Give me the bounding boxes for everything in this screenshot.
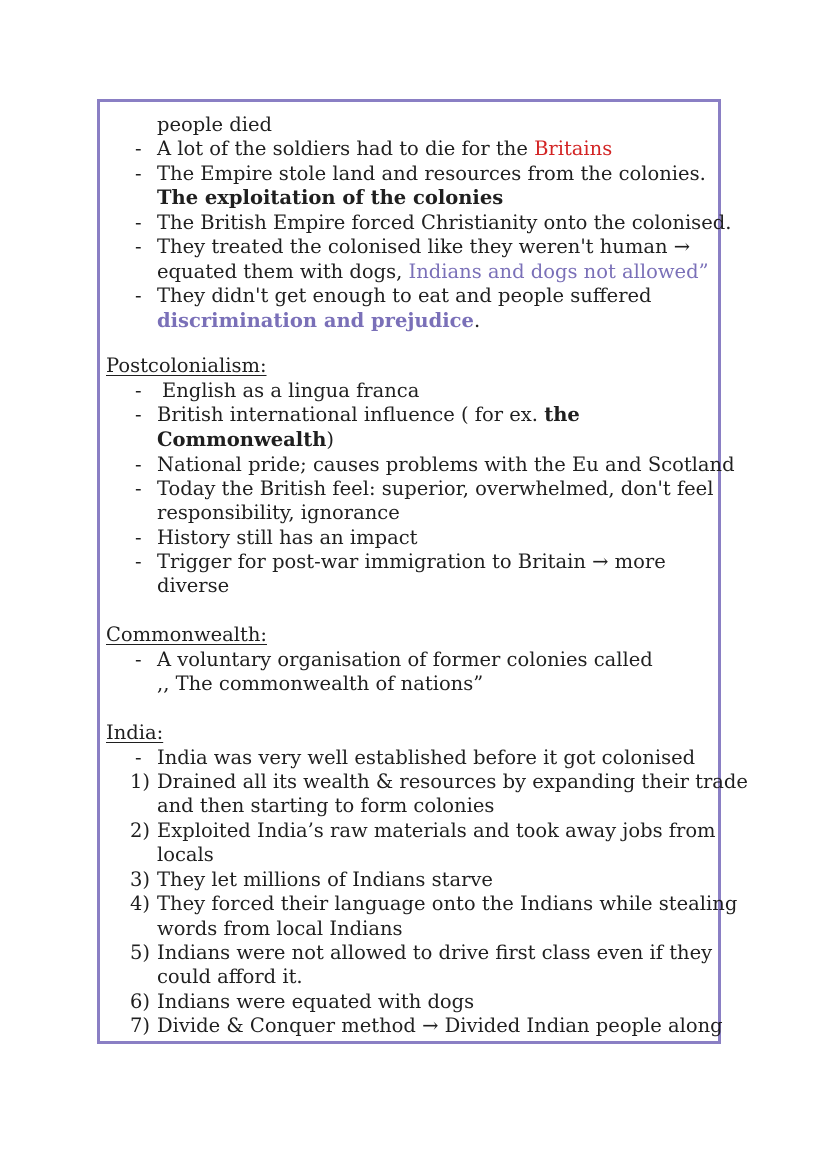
dash-bullet: - [135, 403, 142, 426]
dash-bullet: - [135, 235, 142, 258]
section-heading: Commonwealth: [106, 623, 267, 646]
list-text: words from local Indians [157, 917, 403, 940]
bullet-text: They treated the colonised like they weren't human → [157, 235, 691, 258]
bullet-text: A voluntary organisation of former colonies called [157, 648, 653, 671]
bullet-text: diverse [157, 574, 230, 597]
list-number: 1) [130, 770, 151, 793]
bullet-text: The Empire stole land and resources from the colonies. [157, 162, 706, 185]
bullet-text: The British Empire forced Christianity onto the colonised. [157, 211, 732, 234]
list-number: 4) [130, 892, 151, 915]
list-text: They forced their language onto the Indians while stealing [157, 892, 738, 915]
bullet-text: Commonwealth) [157, 428, 335, 451]
bullet-text: National pride; causes problems with the Eu and Scotland [157, 453, 735, 476]
list-number: 3) [130, 868, 151, 891]
bold-text: The exploitation of the colonies [157, 186, 504, 209]
bullet-text: Today the British feel: superior, overwhelmed, don't feel [157, 477, 714, 500]
dash-bullet: - [135, 379, 142, 402]
dash-bullet: - [135, 477, 142, 500]
dash-bullet: - [135, 211, 142, 234]
list-text: locals [157, 843, 214, 866]
list-number: 6) [130, 990, 151, 1013]
dash-bullet: - [135, 648, 142, 671]
notes-frame [97, 99, 748, 1044]
bullet-text: ,, The commonwealth of nations” [157, 672, 484, 695]
section-heading: India: [106, 721, 164, 744]
highlight-purple: Indians and dogs not allowed” [408, 260, 709, 283]
bullet-text: English as a lingua franca [162, 379, 420, 402]
bullet-text: equated them with dogs, Indians and dogs not allowed” [157, 260, 709, 283]
dash-bullet: - [135, 137, 142, 160]
bullet-text: History still has an impact [157, 526, 418, 549]
list-text: Indians were equated with dogs [157, 990, 475, 1013]
list-number: 2) [130, 819, 151, 842]
dash-bullet: - [135, 453, 142, 476]
dash-bullet: - [135, 550, 142, 573]
section-heading: Postcolonialism: [106, 354, 267, 377]
bullet-text: A lot of the soldiers had to die for the Britains [157, 137, 613, 160]
dash-bullet: - [135, 526, 142, 549]
list-number: 7) [130, 1014, 151, 1037]
bullet-text: Trigger for post-war immigration to Britain → more [157, 550, 666, 573]
dash-bullet: - [135, 746, 142, 769]
dash-bullet: - [135, 162, 142, 185]
bullet-text: They didn't get enough to eat and people suffered [157, 284, 652, 307]
list-text: Divide & Conquer method → Divided Indian people along [157, 1014, 723, 1037]
bullet-text: India was very well established before it got colonised [157, 746, 696, 769]
list-text: and then starting to form colonies [157, 794, 495, 817]
highlight-red: Britains [534, 137, 613, 160]
list-text: Drained all its wealth & resources by expanding their trade [157, 770, 748, 793]
list-text: Indians were not allowed to drive first class even if they [157, 941, 713, 964]
continued-text: people died [157, 113, 272, 136]
bullet-text: responsibility, ignorance [157, 501, 400, 524]
highlight-purple: discrimination and prejudice [157, 309, 474, 332]
list-text: Exploited India’s raw materials and took away jobs from [157, 819, 716, 842]
bullet-text: discrimination and prejudice. [157, 309, 481, 332]
list-text: could afford it. [157, 965, 303, 988]
dash-bullet: - [135, 284, 142, 307]
bullet-text: British international influence ( for ex. the [157, 403, 580, 426]
list-number: 5) [130, 941, 151, 964]
list-text: They let millions of Indians starve [157, 868, 493, 891]
